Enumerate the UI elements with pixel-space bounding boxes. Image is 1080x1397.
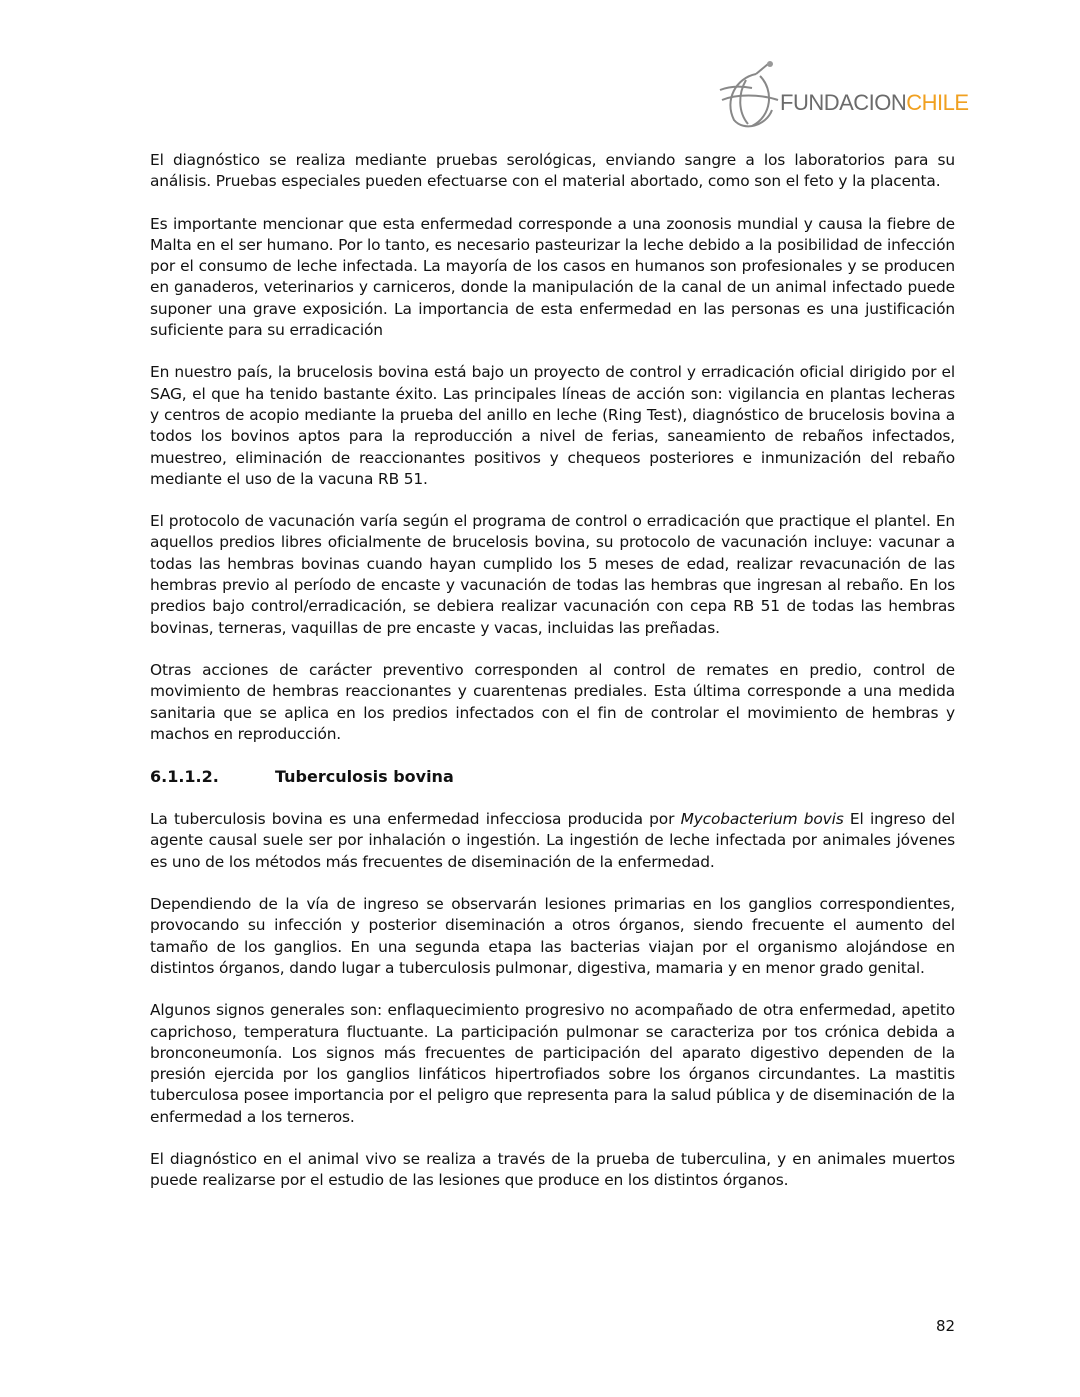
paragraph: El protocolo de vacunación varía según el programa de control o erradicación que practique el plantel. En aquellos predios libres oficialmente de brucelosis bovina, su protocolo de vacunación incluye: vacunar a todas las hembras bovinas cuando hayan cumplido los 5 meses de edad, realizar revacunación de las hembras previo al período de encaste y vacunación de todas las hembras que ingresan al rebaño. En los predios bajo control/erradicación, se debiera realizar vacunación con cepa RB 51 de todas las hembras bovinas, terneras, vaquillas de pre encaste y vacas, incluidas las preñadas. (150, 512, 955, 637)
logo-text-chile: CHILE (906, 90, 969, 115)
page-number: 82 (936, 1317, 956, 1335)
species-name: Mycobacterium bovis (680, 810, 844, 829)
paragraph (150, 809, 955, 873)
paragraph: Es importante mencionar que esta enfermedad corresponde a una zoonosis mundial y causa la fiebre de Malta en el ser humano. Por lo tanto, es necesario pasteurizar la leche debido a la posibilidad de infección por el consumo de leche infectada. La mayoría de los casos en humanos son profesionales y se producen en ganaderos, veterinarios y carniceros, donde la manipulación de la canal de un animal infectado puede suponer una grave exposición. La importancia de esta enfermedad en las personas es una justificación suficiente para su erradicación (150, 214, 955, 340)
section-heading (150, 766, 955, 787)
fundacion-chile-logo (716, 60, 969, 132)
text: El ingreso del agente causal suele ser por inhalación o ingestión. La ingestión de leche infectada por animales jóvenes es uno de los métodos más frecuentes de diseminación de la enfermedad. (150, 810, 955, 871)
paragraph: El diagnóstico en el animal vivo se realiza a través de la prueba de tuberculina, y en animales muertos puede realizarse por el estudio de las lesiones que produce en los distintos órganos. (150, 1149, 955, 1190)
text: La tuberculosis bovina es una enfermedad infecciosa producida por (150, 810, 681, 829)
paragraph: Algunos signos generales son: enflaquecimiento progresivo no acompañado de otra enfermedad, apetito caprichoso, temperatura fluctuante. La participación pulmonar se caracteriza por tos crónica debida a bronconeumonía. Los signos más frecuentes de participación del aparato digestivo dependen de la presión ejercida por los ganglios linfáticos hipertrofiados sobre los órganos circundantes. La mastitis tuberculosa posee importancia por el peligro que representa para la salud pública y de diseminación de la enfermedad a los terneros. (150, 1001, 955, 1126)
section-title: Tuberculosis bovina (275, 767, 454, 787)
page-body (150, 150, 955, 1213)
paragraph: En nuestro país, la brucelosis bovina está bajo un proyecto de control y erradicación oficial dirigido por el SAG, el que ha tenido bastante éxito. Las principales líneas de acción son: vigilancia en plantas lecheras y centros de acopio mediante la prueba del anillo en leche (Ring Test), diagnóstico de brucelosis bovina a todos los bovinos aptos para la reproducción a nivel de ferias, saneamiento de rebaños infectados, muestreo, eliminación de reaccionantes positivos y chequeos posteriores e inmunización del rebaño mediante el uso de la vacuna RB 51. (150, 363, 955, 488)
paragraph: El diagnóstico se realiza mediante pruebas serológicas, enviando sangre a los laboratorios para su análisis. Pruebas especiales pueden efectuarse con el material abortado, como son el feto y la placenta. (150, 151, 955, 191)
paragraph: Otras acciones de carácter preventivo corresponden al control de remates en predio, control de movimiento de hembras reaccionantes y cuarentenas prediales. Esta última corresponde a una medida sanitaria que se aplica en los predios infectados con el fin de controlar el movimiento de hembras y machos en reproducción. (150, 660, 955, 743)
logo-text-fundacion: FUNDACION (780, 90, 907, 115)
paragraph: Dependiendo de la vía de ingreso se observarán lesiones primarias en los ganglios correspondientes, provocando su infección y posterior diseminación a otros órganos, siendo frecuente el aumento del tamaño de los ganglios. En una segunda etapa las bacterias viajan por el organismo alojándose en distintos órganos, dando lugar a tuberculosis pulmonar, digestiva, mamaria y en menor grado genital. (150, 895, 955, 977)
globe-logo-icon (716, 60, 786, 132)
logo-text (780, 90, 969, 116)
section-number: 6.1.1.2. (150, 767, 219, 787)
